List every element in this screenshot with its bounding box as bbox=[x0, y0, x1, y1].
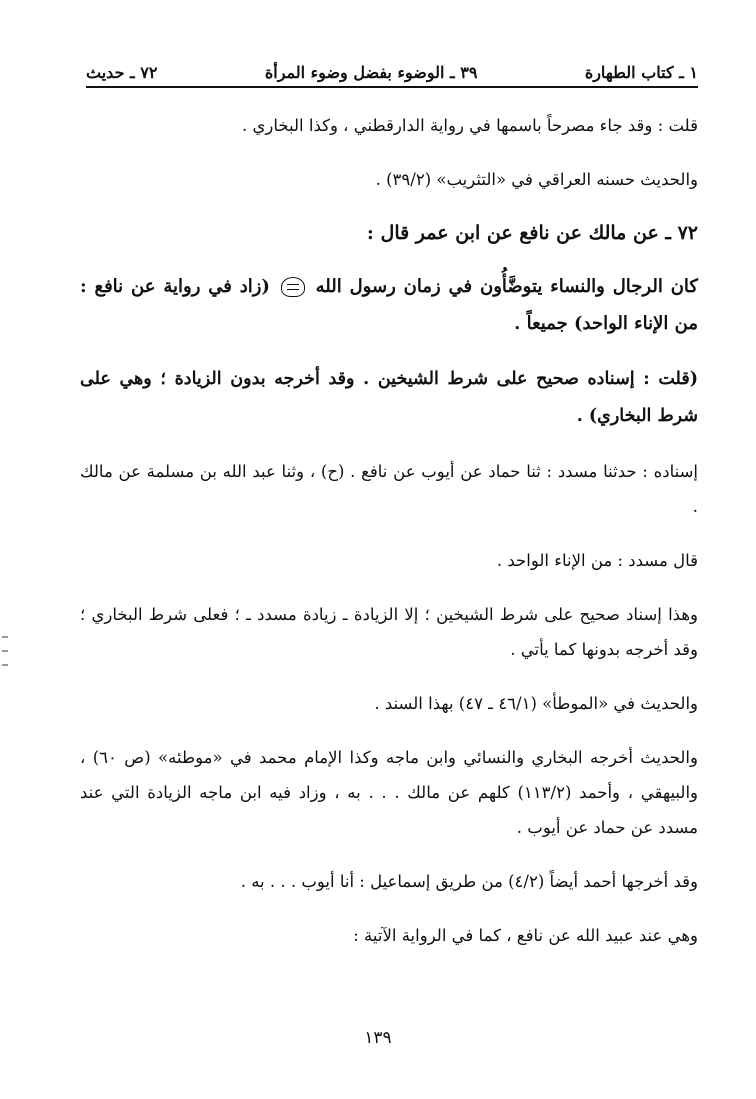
paragraph-isnad: إسناده : حدثنا مسدد : ثنا حماد عن أيوب عن نافع . (ح) ، وثنا عبد الله بن مسلمة عن مالك . bbox=[80, 462, 698, 516]
header-hadith-number: ٧٢ ـ حديث bbox=[86, 63, 158, 82]
running-header bbox=[86, 58, 698, 88]
margin-tick bbox=[2, 636, 8, 638]
margin-tick bbox=[2, 650, 8, 652]
paragraph-2: والحديث حسنه العراقي في «التثريب» (٣٩/٢) . bbox=[375, 170, 698, 189]
hadith-text-part-2: (زاد في رواية عن نافع : من الإناء الواحد) جميعاً . bbox=[80, 276, 698, 334]
header-book-title: ١ ـ كتاب الطهارة bbox=[584, 63, 698, 82]
paragraph-1: قلت : وقد جاء مصرحاً باسمها في رواية الدارقطني ، وكذا البخاري . bbox=[241, 116, 698, 135]
page-body bbox=[80, 108, 698, 972]
hadith-text bbox=[80, 268, 698, 342]
hadith-heading: ٧٢ ـ عن مالك عن نافع عن ابن عمر قال : bbox=[366, 222, 698, 244]
paragraph-10: والحديث أخرجه البخاري والنسائي وابن ماجه وكذا الإمام محمد في «موطئه» (ص ٦٠) ، والبيهقي ، وأحمد (١١٣/٢) كلهم عن مالك . . . به ، وزاد فيه ابن ماجه الزيادة التي عند مسدد عن حماد عن أيوب . bbox=[80, 748, 698, 837]
margin-tick bbox=[2, 664, 8, 666]
paragraph-12: وهي عند عبيد الله عن نافع ، كما في الرواية الآتية : bbox=[353, 926, 698, 945]
hadith-text-part-1: كان الرجال والنساء يتوضَّأُون في زمان رسول الله bbox=[315, 276, 698, 297]
paragraph-9: والحديث في «الموطأ» (٤٦/١ ـ ٤٧) بهذا السند . bbox=[374, 694, 698, 713]
sallallahu-glyph-icon bbox=[281, 277, 305, 297]
page-number: ١٣٩ bbox=[364, 1028, 392, 1048]
paragraph-11: وقد أخرجها أحمد أيضاً (٤/٢) من طريق إسماعيل : أنا أيوب . . . به . bbox=[240, 872, 698, 891]
grading-note: (قلت : إسناده صحيح على شرط الشيخين . وقد أخرجه بدون الزيادة ؛ وهي على شرط البخاري) . bbox=[80, 369, 698, 426]
header-chapter-title: ٣٩ ـ الوضوء بفضل وضوء المرأة bbox=[264, 63, 478, 82]
paragraph-7: قال مسدد : من الإناء الواحد . bbox=[496, 551, 698, 570]
paragraph-8: وهذا إسناد صحيح على شرط الشيخين ؛ إلا الزيادة ـ زيادة مسدد ـ ؛ فعلى شرط البخاري ؛ وقد أخرجه بدونها كما يأتي . bbox=[80, 605, 698, 659]
